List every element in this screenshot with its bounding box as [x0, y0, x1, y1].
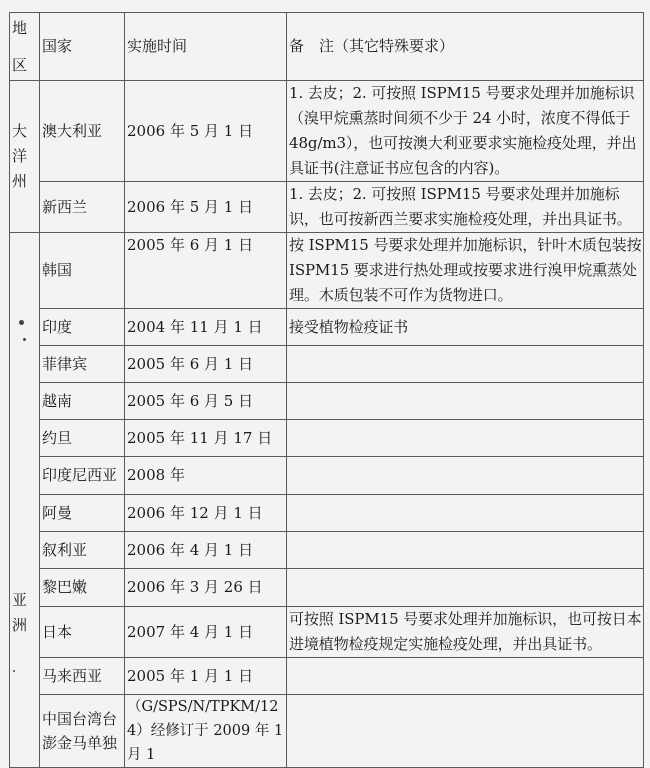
table-row — [10, 457, 644, 495]
country-cell: 韩国 — [40, 233, 125, 309]
table-row — [10, 658, 644, 695]
date-cell: 2005 年 11 月 17 日 — [125, 420, 287, 457]
region-oceania: 大 洋 州 — [10, 81, 40, 233]
scan-speck — [23, 338, 26, 341]
region-asia: 亚 洲 — [10, 233, 40, 768]
country-cell: 中国台湾台澎金马单独 — [40, 695, 125, 768]
table-row — [10, 309, 644, 346]
note-cell — [287, 532, 644, 569]
table-row — [10, 233, 644, 309]
header-note: 备 注（其它特殊要求） — [287, 13, 644, 81]
date-cell: 2005 年 1 月 1 日 — [125, 658, 287, 695]
header-country: 国家 — [40, 13, 125, 81]
country-cell: 菲律宾 — [40, 346, 125, 383]
note-cell: 可按照 ISPM15 号要求处理并加施标识，也可按日本进境植物检疫规定实施检疫处理，并出具证书。 — [287, 607, 644, 658]
date-cell: 2006 年 5 月 1 日 — [125, 81, 287, 182]
country-cell: 日本 — [40, 607, 125, 658]
table-row — [10, 383, 644, 420]
table-row — [10, 182, 644, 233]
header-region-top: 地 — [12, 18, 28, 37]
note-cell — [287, 495, 644, 532]
country-cell: 黎巴嫩 — [40, 569, 125, 607]
header-region-bottom: 区 — [12, 55, 28, 74]
date-cell: （G/SPS/N/TPKM/124）经修订于 2009 年 1 月 1 — [125, 695, 287, 768]
table-row — [10, 607, 644, 658]
note-cell: 1. 去皮；2. 可按照 ISPM15 号要求处理并加施标识（溴甲烷熏蒸时间须不少于 24 小时，浓度不得低于 48g/m3），也可按澳大利亚要求实施检疫处理，并出具证书(注意证书应包含的内容)。 — [287, 81, 644, 182]
country-cell: 印度 — [40, 309, 125, 346]
note-cell — [287, 695, 644, 768]
table-row — [10, 346, 644, 383]
scan-speck — [13, 670, 15, 672]
scan-speck — [19, 320, 24, 325]
country-cell: 马来西亚 — [40, 658, 125, 695]
note-cell: 1. 去皮；2. 可按照 ISPM15 号要求处理并加施标识，也可按新西兰要求实施检疫处理，并出具证书。 — [287, 182, 644, 233]
date-cell: 2005 年 6 月 1 日 — [125, 233, 287, 309]
note-cell — [287, 569, 644, 607]
date-cell: 2007 年 4 月 1 日 — [125, 607, 287, 658]
date-cell: 2006 年 3 月 26 日 — [125, 569, 287, 607]
country-cell: 约旦 — [40, 420, 125, 457]
table-row — [10, 532, 644, 569]
country-cell: 澳大利亚 — [40, 81, 125, 182]
table-row — [10, 420, 644, 457]
table-row — [10, 495, 644, 532]
header-row — [10, 13, 644, 81]
table-row — [10, 569, 644, 607]
note-cell: 接受植物检疫证书 — [287, 309, 644, 346]
table-row — [10, 695, 644, 768]
header-date: 实施时间 — [125, 13, 287, 81]
note-cell — [287, 457, 644, 495]
table-row — [10, 81, 644, 182]
date-cell: 2004 年 11 月 1 日 — [125, 309, 287, 346]
date-cell: 2008 年 — [125, 457, 287, 495]
country-cell: 阿曼 — [40, 495, 125, 532]
country-cell: 叙利亚 — [40, 532, 125, 569]
note-cell — [287, 346, 644, 383]
header-region — [10, 13, 40, 81]
date-cell: 2005 年 6 月 1 日 — [125, 346, 287, 383]
note-cell — [287, 383, 644, 420]
note-cell: 按 ISPM15 号要求处理并加施标识，针叶木质包装按 ISPM15 要求进行热处理或按要求进行溴甲烷熏蒸处理。木质包装不可作为货物进口。 — [287, 233, 644, 309]
wood-packaging-requirements-table — [9, 12, 644, 768]
country-cell: 越南 — [40, 383, 125, 420]
note-cell — [287, 658, 644, 695]
date-cell: 2006 年 4 月 1 日 — [125, 532, 287, 569]
date-cell: 2006 年 5 月 1 日 — [125, 182, 287, 233]
country-cell: 印度尼西亚 — [40, 457, 125, 495]
date-cell: 2005 年 6 月 5 日 — [125, 383, 287, 420]
note-cell — [287, 420, 644, 457]
date-cell: 2006 年 12 月 1 日 — [125, 495, 287, 532]
country-cell: 新西兰 — [40, 182, 125, 233]
